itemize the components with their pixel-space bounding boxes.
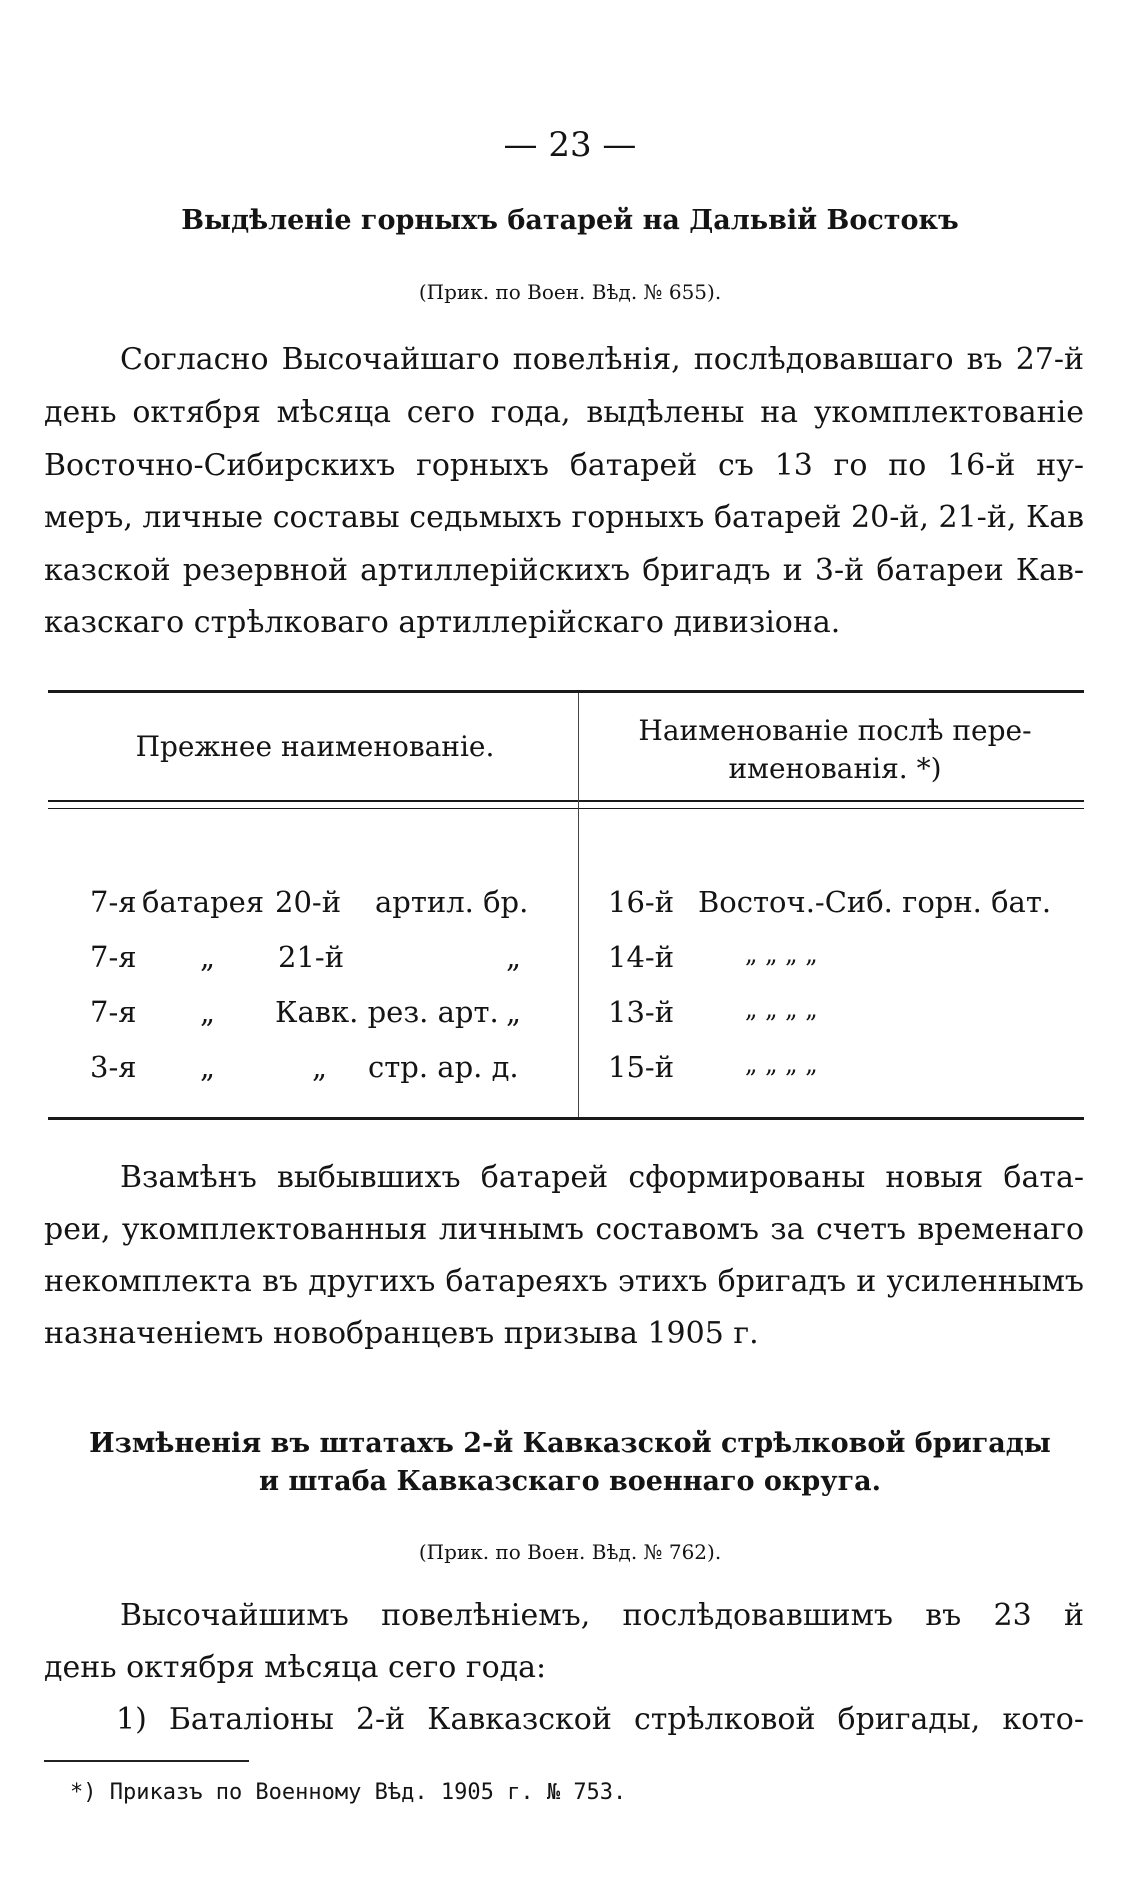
cell-batt: „ xyxy=(200,995,216,1029)
cell-type: артил. бр. xyxy=(375,885,529,919)
paragraph-line: день октября мѣсяца сего года, выдѣлены на укомплектованіе xyxy=(44,395,1084,430)
cell-type: стр. ар. д. xyxy=(368,1050,519,1084)
cell-brig: 20-й xyxy=(275,885,342,919)
paragraph-line: меръ, личные составы седьмыхъ горныхъ батарей 20-й, 21-й, Кав xyxy=(44,500,1084,535)
cell-new-num: 15-й xyxy=(608,1050,675,1084)
cell-type: „ xyxy=(506,995,522,1029)
table-top-rule xyxy=(48,690,1084,693)
paragraph-line: реи, укомплектованныя личнымъ составомъ за счетъ временаго xyxy=(44,1212,1084,1247)
cell-num: 7-я xyxy=(90,885,137,919)
section2-heading xyxy=(60,1425,1080,1501)
table-column-divider xyxy=(578,693,579,1117)
header-new-name-line1: Наименованіе послѣ пере- xyxy=(638,714,1032,747)
cell-brig: Кавк. рез. арт. xyxy=(275,995,499,1029)
table-bottom-rule xyxy=(48,1117,1084,1120)
cell-batt: „ xyxy=(200,940,216,974)
cell-num: 3-я xyxy=(90,1050,137,1084)
header-new-name xyxy=(590,712,1080,788)
paragraph-line: некомплекта въ другихъ батареяхъ этихъ бригадъ и усиленнымъ xyxy=(44,1264,1084,1299)
cell-batt: „ xyxy=(200,1050,216,1084)
page-number: — 23 — xyxy=(503,125,637,165)
cell-new-num: 16-й xyxy=(608,885,675,919)
cell-new-num: 13-й xyxy=(608,995,675,1029)
footnote-rule xyxy=(44,1760,249,1762)
paragraph-line: назначеніемъ новобранцевъ призыва 1905 г. xyxy=(44,1316,759,1351)
table-header-rule xyxy=(48,808,1084,809)
section2-heading-line2: и штаба Кавказскаго военнаго округа. xyxy=(258,1466,882,1497)
footnote: *) Приказъ по Военному Вѣд. 1905 г. № 753. xyxy=(70,1780,627,1805)
header-new-name-line2: именованія. *) xyxy=(728,752,942,785)
table-header-rule xyxy=(48,800,1084,802)
cell-new-name: Восточ.-Сиб. горн. бат. xyxy=(698,885,1052,919)
section1-reference: (Прик. по Воен. Вѣд. № 655). xyxy=(418,280,722,304)
paragraph-line: Согласно Высочайшаго повелѣнія, послѣдовавшаго въ 27-й xyxy=(120,342,1084,377)
cell-brig: „ xyxy=(312,1050,328,1084)
paragraph-line: 1) Баталіоны 2-й Кавказской стрѣлковой бригады, кото- xyxy=(116,1702,1084,1737)
header-old-name: Прежнее наименованіе. xyxy=(135,730,495,763)
paragraph-line: Взамѣнъ выбывшихъ батарей сформированы новыя бата- xyxy=(120,1160,1084,1195)
paragraph-line: Восточно-Сибирскихъ горныхъ батарей съ 13 го по 16-й ну- xyxy=(44,448,1084,483)
cell-num: 7-я xyxy=(90,940,137,974)
paragraph-line: казскаго стрѣлковаго артиллерійскаго дивизіона. xyxy=(44,605,841,640)
cell-num: 7-я xyxy=(90,995,137,1029)
section1-heading: Выдѣленіе горныхъ батарей на Дальвій Востокъ xyxy=(181,205,959,236)
cell-new-num: 14-й xyxy=(608,940,675,974)
paragraph-line: Высочайшимъ повелѣніемъ, послѣдовавшимъ въ 23 й xyxy=(120,1598,1084,1633)
cell-new-name: „ „ „ „ xyxy=(745,1050,818,1078)
cell-brig: 21-й xyxy=(278,940,345,974)
paragraph-line: день октября мѣсяца сего года: xyxy=(44,1650,547,1685)
paragraph-line: казской резервной артиллерійскихъ бригадъ и 3-й батареи Кав- xyxy=(44,553,1084,588)
cell-new-name: „ „ „ „ xyxy=(745,995,818,1023)
section2-reference: (Прик. по Воен. Вѣд. № 762). xyxy=(418,1540,722,1564)
cell-type: „ xyxy=(506,940,522,974)
cell-batt: батарея xyxy=(142,885,265,919)
cell-new-name: „ „ „ „ xyxy=(745,940,818,968)
section2-heading-line1: Измѣненія въ штатахъ 2-й Кавказской стрѣлковой бригады xyxy=(89,1428,1051,1459)
